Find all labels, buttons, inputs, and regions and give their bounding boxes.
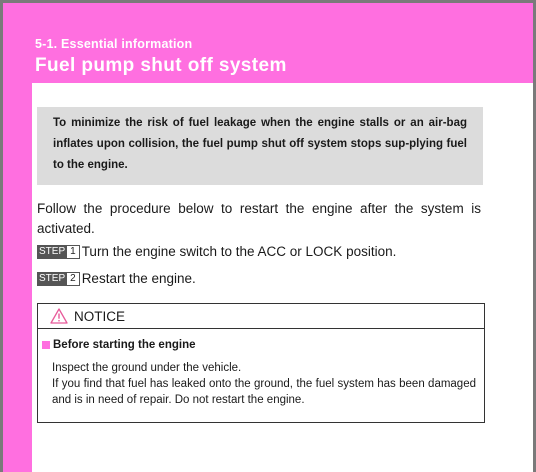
notice-line-2: If you find that fuel has leaked onto the ground, the fuel system has been damaged and is in need of repair. Do not restart the engine. xyxy=(52,378,476,406)
step-text: Restart the engine. xyxy=(81,271,196,286)
step-badge xyxy=(37,272,80,286)
section-number: 5-1. Essential information xyxy=(35,37,193,51)
step-badge xyxy=(37,245,80,259)
manual-page xyxy=(3,3,533,472)
notice-header xyxy=(38,304,484,329)
intro-box xyxy=(37,107,483,185)
notice-subheading: Before starting the engine xyxy=(53,339,196,351)
notice-body xyxy=(52,360,476,408)
step-label: STEP xyxy=(39,245,66,257)
page-title: Fuel pump shut off system xyxy=(35,55,287,76)
intro-text: To minimize the risk of fuel leakage when the engine stalls or an air-bag inflates upon collision, the fuel pump shut off system stops sup-plying fuel to the engine. xyxy=(53,117,467,171)
step-label: STEP xyxy=(39,272,66,284)
step-number: 1 xyxy=(67,245,80,259)
notice-box xyxy=(37,303,485,423)
warning-triangle-icon xyxy=(50,308,68,324)
step-2 xyxy=(37,271,196,286)
page-header xyxy=(3,3,533,83)
step-text: Turn the engine switch to the ACC or LOCK position. xyxy=(81,244,397,259)
notice-subheading-row xyxy=(42,339,196,351)
notice-heading: NOTICE xyxy=(74,308,126,324)
step-1 xyxy=(37,244,396,259)
step-number: 2 xyxy=(67,272,80,286)
notice-line-1: Inspect the ground under the vehicle. xyxy=(52,362,242,374)
procedure-text: Follow the procedure below to restart the engine after the system is activated. xyxy=(37,201,481,236)
pink-square-icon xyxy=(42,341,50,349)
accent-sidebar xyxy=(3,83,32,472)
